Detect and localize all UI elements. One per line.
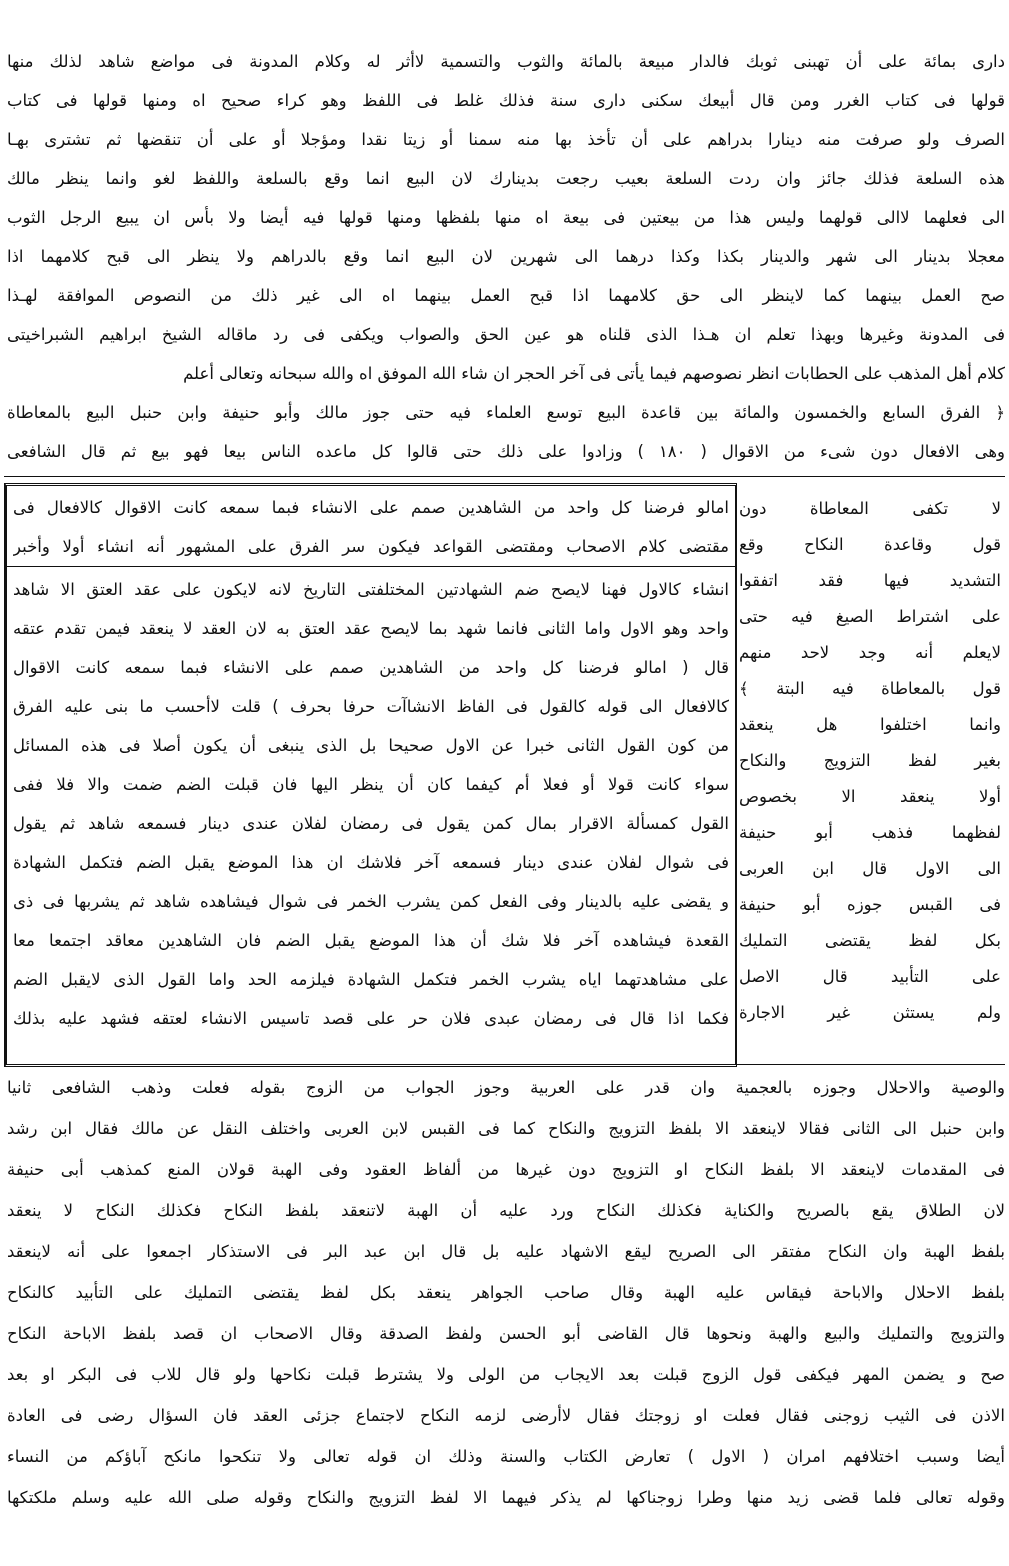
- commentary-line: امالو فرضنا كل واحد من الشاهدين صمم على الانشاء فبما سمعه كانت الاقوال كالافعال فى: [13, 498, 729, 517]
- commentary-line: و يقضى عليه بالدينار وفى الفعل كمن يشرب الخمر فى شوال فيشاهده شاهد ثم يشربها فى ذى: [13, 892, 729, 911]
- text-line: صح و يضمن المهر فيكفى قول الزوج قبلت بعد الايجاب من الولى ولا يشترط قبلت نكاحها ولو قال للاب فى البكر او بعد: [7, 1365, 1005, 1384]
- divider: [4, 1064, 1005, 1065]
- main-text-bottom: [0, 1068, 1009, 1566]
- text-line: لان الطلاق يقع بالصريح والكناية فكذلك النكاح ورد عليه أن الهبة لاتنعقد بلفظ النكاح فكذلك النكاح لا ينعقد: [7, 1201, 1005, 1220]
- side-line: لفظهما فذهب أبو حنيفة: [739, 823, 1001, 842]
- text-line: فى المقدمات لاينعقد الا بلفظ النكاح او التزويج دون غيرها من ألفاظ العقود وفى الهبة قولان المنع كمذهب أبى حنيفة: [7, 1160, 1005, 1179]
- text-line: قولها فى كتاب الغرر ومن قال أبيعك سكنى دارى سنة فذلك غلط فى اللفظ وهو كراء صحيح اه ومنها قولها فى كتاب: [7, 91, 1005, 110]
- commentary-line: من كون القول الثانى خبرا عن الاول صحيحا بل الذى ينبغى أن يكون أصلا فى هذه المسائل: [13, 736, 729, 755]
- side-line: على التأبيد قال الاصل: [739, 967, 1001, 986]
- side-line: على اشتراط الصيغ فيه حتى: [739, 607, 1001, 626]
- commentary-line: واحد وهو الاول واما الثانى فانما شهد بما لايصح عقد العتق به لان العقد لا ينعقد فيمن تقدم عتقه: [13, 619, 729, 638]
- side-column: [736, 483, 1005, 1061]
- text-line: الصرف ولو صرفت منه دينارا بدراهم على أن تأخذ بها منه سمنا أو زيتا نقدا ومؤجلا أو على أن تنقضها ثم تشترى بهـا: [7, 130, 1005, 149]
- text-line: الى فعلهما لاالى قولهما وليس هذا من بيعتين فى بيعة اه منها بلفظها ومنها قولها فيه أيضا ولا بأس ان يبيع الرجل الثوب: [7, 208, 1005, 227]
- commentary-line: سواء كانت قولا أو فعلا أم كيفما كان أن ينظر اليها فان قبلت الضم ضمت والا فلا ففى: [13, 775, 729, 794]
- commentary-line: كالافعال الى قوله كالقول فى الفاظ الانشاآت حرفا بحرف ) قلت لاأحسب ما بنى عليه الفرق: [13, 697, 729, 716]
- side-line: قول بالمعاطاة فيه البتة ﴾: [739, 679, 1001, 698]
- side-line: الى الاول قال ابن العربى: [739, 859, 1001, 878]
- side-line: لا تكفى المعاطاة دون: [739, 499, 1001, 518]
- text-line: الاذن فى الثيب زوجنى فقال فعلت او زوجتك فقال لاأرضى لزمه النكاح لاجتماع جزئى العقد فان السؤال رضى فى العادة: [7, 1406, 1005, 1425]
- commentary-line: القول كمسألة الاقرار بمال كمن يقول فى رمضان لفلان عندى دينار فسمعه شاهد ثم يقول: [13, 814, 729, 833]
- text-line: وابن حنبل الى الثانى فقالا لاينعقد الا بلفظ التزويج والنكاح كما فى القبس لابن العربى واختلف النقل عن مالك فقال ابن رشد: [7, 1119, 1005, 1138]
- side-line: أولا ينعقد الا بخصوص: [739, 787, 1001, 806]
- side-line: التشديد فيها فقد اتفقوا: [739, 571, 1001, 590]
- section-heading-line: ﴿ الفرق السابع والخمسون والمائة بين قاعدة البيع توسع العلماء فيه حتى جوز مالك وأبو حنيفة وابن حنبل البيع بالمعاطاة: [7, 403, 1005, 422]
- text-line-with-page-number: وهى الافعال دون شىء من الاقوال ( ١٨٠ ) وزادوا على ذلك حتى قالوا كل ماعده الناس بيعا فهو بيع ثم قال الشافعى: [7, 442, 1005, 461]
- text-line: معجلا بدينار الى شهر والدينار بكذا وكذا درهما الى شهرين لان البيع انما وقع بالدراهم ولا ينظر الى قبح كلامهما اذا: [7, 247, 1005, 266]
- text-line: كلام أهل المذهب على الحطابات انظر نصوصهم فيما يأتى فى آخر الحجر ان شاء الله الموفق اه والله سبحانه وتعالى أعلم: [183, 364, 1005, 383]
- side-line: فى القبس جوزه أبو حنيفة: [739, 895, 1001, 914]
- text-line: والوصية والاحلال وجوزه بالعجمية وان قدر على العربية وجوز الجواب من الزوج بقوله فعلت وذهب الشافعى ثانيا: [7, 1078, 1005, 1097]
- text-line: أيضا وسبب اختلافهم امران ( الاول ) تعارض الكتاب والسنة وذلك ان قوله تعالى ولا تنكحوا مانكح آباؤكم من النساء: [7, 1447, 1005, 1466]
- text-line: هذه السلعة فذلك جائز وان ردت السلعة بعيب رجعت بدينارك لان البيع انما وقع بالسلعة واللفظ لغو وانما ينظر مالك: [7, 169, 1005, 188]
- main-text-top: [0, 0, 1009, 468]
- commentary-box: [4, 483, 737, 1067]
- side-line: وانما اختلفوا هل ينعقد: [739, 715, 1001, 734]
- text-line: صح العمل بينهما كما لاينظر الى حق كلامهما اذا قبح العمل بينهما اه الى غير ذلك من النصوص الموافقة لهـذا: [7, 286, 1005, 305]
- commentary-line: فى شوال لفلان عندى دينار فسمعه آخر فلاشك ان هذا الموضع يقبل الضم فتكمل الشهادة: [13, 853, 729, 872]
- side-line: لايعلم أنه وجد لاحد منهم: [739, 643, 1001, 662]
- commentary-line: فكما اذا قال فى رمضان عبدى فلان حر على قصد تاسيس الانشاء لعتقه فشهد عليه بذلك: [13, 1009, 729, 1028]
- side-line: قول وقاعدة النكاح وقع: [739, 535, 1001, 554]
- divider: [4, 476, 1005, 477]
- commentary-line: انشاء كالاول فهنا لايصح ضم الشهادتين المختلفتى التاريخ لانه لايكون على عقد العتق الا شاهد: [13, 580, 729, 599]
- side-line: بغير لفظ التزويج والنكاح: [739, 751, 1001, 770]
- commentary-divider: [7, 566, 735, 567]
- side-line: بكل لفظ يقتضى التمليك: [739, 931, 1001, 950]
- text-line: بلفظ الهبة وان النكاح مفتقر الى الصريح ليقع الاشهاد عليه بل قال ابن عبد البر فى الاستذكار اجمعوا على أنه لاينعقد: [7, 1242, 1005, 1261]
- text-line: فى المدونة وغيرها وبهذا تعلم ان هـذا الذى قلناه هو عين الحق والصواب ويكفى فى رد ماقاله الشيخ ابراهيم الشبراخيتى: [7, 325, 1005, 344]
- commentary-line: على مشاهدتهما اياه يشرب الخمر فتكمل الشهادة فيلزمه الحد واما القول الذى لايقبل الضم: [13, 970, 729, 989]
- commentary-line: مقتضى كلام الاصحاب ومقتضى القواعد فيكون سر الفرق على المشهور أنه انشاء أولا وأخبر: [13, 537, 729, 556]
- text-line: بلفظ الاحلال والاباحة فيقاس عليه الهبة وقال صاحب الجواهر ينعقد بكل لفظ يقتضى التمليك على التأبيد كالنكاح: [7, 1283, 1005, 1302]
- text-line: والتزويج والتمليك والبيع والهبة ونحوها قال القاضى أبو الحسن ولفظ الصدقة وقال الاصحاب ان قصد بلفظ الاباحة النكاح: [7, 1324, 1005, 1343]
- text-line: وقوله تعالى فلما قضى زيد منها وطرا زوجناكها لم يذكر فيهما الا لفظ التزويج والنكاح وقوله صلى الله عليه وسلم ملكتكها: [7, 1488, 1005, 1507]
- text-line: دارى بمائة على أن تهبنى ثوبك فالدار مبيعة بالمائة والثوب والتسمية لاأثر له وكلام المدونة فى مواضع شاهد لذلك منها: [7, 52, 1005, 71]
- commentary-line: القعدة فيشاهده آخر فلا شك أن هذا الموضع يقبل الضم فان الشاهدين معاقد اجتمعا معا: [13, 931, 729, 950]
- side-line: ولم يستثن غير الاجارة: [739, 1003, 1001, 1022]
- commentary-line: قال ( امالو فرضنا كل واحد من الشاهدين صمم على الانشاء فبما سمعه كانت الاقوال: [13, 658, 729, 677]
